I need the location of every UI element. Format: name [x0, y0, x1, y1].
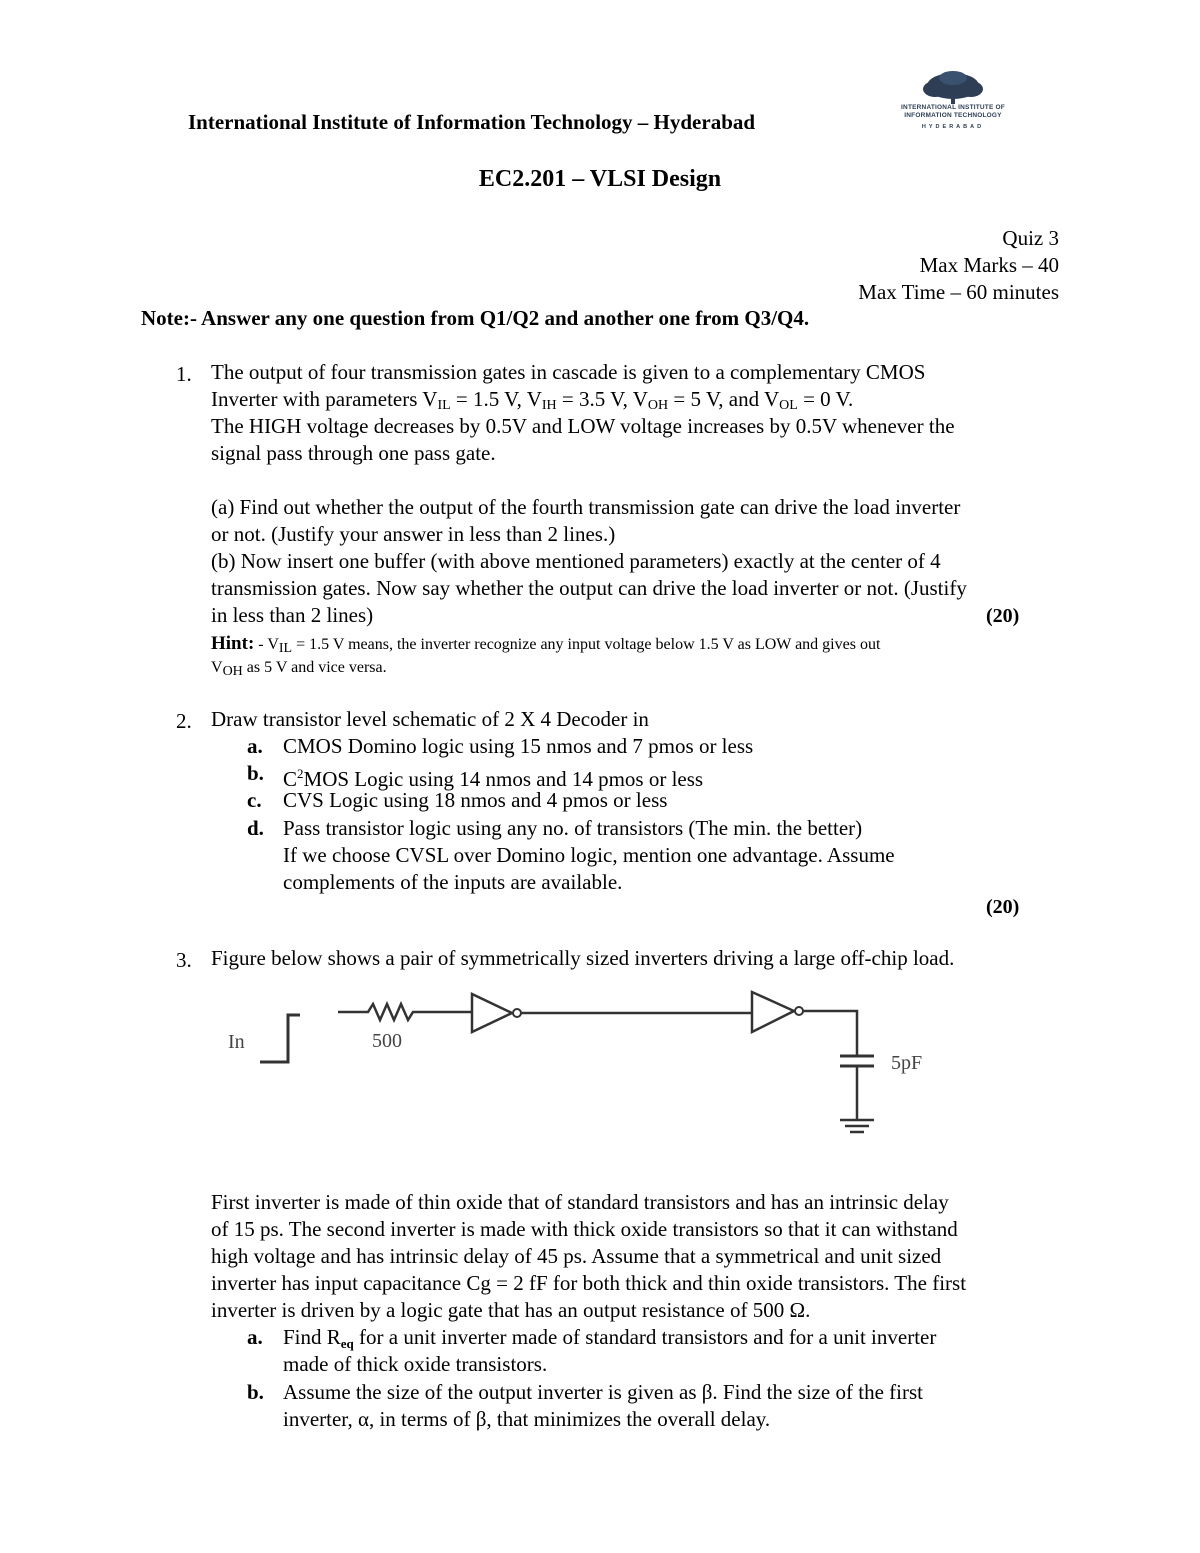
- logo-text-line3: HYDERABAD: [921, 124, 985, 130]
- inverter-chain-circuit: [220, 980, 940, 1150]
- question-1-number: 1.: [176, 362, 192, 386]
- inverter-2-bubble: [795, 1007, 803, 1015]
- max-marks: Max Marks – 40: [919, 253, 1059, 277]
- q3-paragraph-line: inverter is driven by a logic gate that has an output resistance of 500 Ω.: [211, 1298, 811, 1322]
- q3b-text: Assume the size of the output inverter is given as β. Find the size of the first: [283, 1380, 923, 1404]
- institute-name: International Institute of Information Technology – Hyderabad: [188, 110, 756, 134]
- q1-hint: Hint: - VIL = 1.5 V means, the inverter recognize any input voltage below 1.5 V as LOW and gives out: [211, 633, 881, 656]
- output-wire: [803, 1011, 857, 1056]
- q3-paragraph-line: high voltage and has intrinsic delay of 45 ps. Assume that a symmetrical and unit sized: [211, 1244, 942, 1268]
- q3-intro: Figure below shows a pair of symmetrically sized inverters driving a large off-chip load.: [211, 946, 955, 970]
- inverter-2-symbol: [752, 992, 794, 1032]
- q1-parameters: Inverter with parameters $V_{IL} = 1.5$ V, $V_{IH} = 3.5$ V, $V_{OH} = 5$ V, and $V_{OL} = 0$ V.: [211, 387, 854, 413]
- q1b-line: transmission gates. Now say whether the output can drive the load inverter or not. (Justify: [211, 576, 967, 600]
- q3-paragraph-line: of 15 ps. The second inverter is made with thick oxide transistors so that it can withstand: [211, 1217, 958, 1241]
- question-3-number: 3.: [176, 948, 192, 972]
- inverter-1-bubble: [513, 1009, 521, 1017]
- q2a-text: CMOS Domino logic using 15 nmos and 7 pmos or less: [283, 734, 754, 758]
- q2d-label: d.: [247, 816, 264, 840]
- q3b-label: b.: [247, 1380, 264, 1404]
- q3a-line: made of thick oxide transistors.: [283, 1352, 548, 1376]
- q1a-line: (a) Find out whether the output of the fourth transmission gate can drive the load inverter: [211, 495, 961, 519]
- q1-marks: (20): [986, 605, 1020, 627]
- capacitor-label: 5pF: [891, 1052, 923, 1074]
- input-step-waveform: [260, 1015, 300, 1062]
- resistor-symbol: [338, 1004, 472, 1020]
- logo-text-line2: INFORMATION TECHNOLOGY: [904, 112, 1002, 119]
- q3a-label: a.: [247, 1325, 263, 1349]
- q1b-line: (b) Now insert one buffer (with above mentioned parameters) exactly at the center of 4: [211, 549, 941, 573]
- q1b-line: in less than 2 lines): [211, 603, 374, 627]
- q2b-text: $C^2MOS$ Logic using 14 nmos and 14 pmos or less: [283, 766, 704, 791]
- logo-text-line1: INTERNATIONAL INSTITUTE OF: [901, 104, 1005, 111]
- max-time: Max Time – 60 minutes: [858, 280, 1059, 304]
- q2-intro: Draw transistor level schematic of 2 X 4 Decoder in: [211, 707, 649, 731]
- q2d-text: Pass transistor logic using any no. of transistors (The min. the better): [283, 816, 863, 840]
- q3b-line: inverter, α, in terms of β, that minimizes the overall delay.: [283, 1407, 771, 1431]
- q1-line: signal pass through one pass gate.: [211, 441, 496, 465]
- inverter-1-symbol: [472, 994, 512, 1032]
- instruction-note: Note:- Answer any one question from Q1/Q2 and another one from Q3/Q4.: [141, 306, 810, 330]
- ground-icon: [840, 1120, 874, 1132]
- q3a-text: Find Req for a unit inverter made of standard transistors and for a unit inverter: [283, 1325, 937, 1351]
- input-label: In: [228, 1031, 245, 1053]
- q2d-line: complements of the inputs are available.: [283, 870, 623, 894]
- q1-line: The HIGH voltage decreases by 0.5V and LOW voltage increases by 0.5V whenever the: [211, 414, 955, 438]
- q1a-line: or not. (Justify your answer in less than 2 lines.): [211, 522, 616, 546]
- q2d-line: If we choose CVSL over Domino logic, mention one advantage. Assume: [283, 843, 895, 867]
- question-2-number: 2.: [176, 709, 192, 733]
- quiz-number: Quiz 3: [1002, 226, 1059, 250]
- capacitor-symbol: [840, 1056, 874, 1066]
- q2-marks: (20): [986, 896, 1020, 918]
- tree-icon: [893, 70, 1013, 104]
- q1-hint-line2: VOH as 5 V and vice versa.: [211, 659, 387, 679]
- q2b-label: b.: [247, 761, 264, 785]
- resistor-label: 500: [372, 1030, 402, 1052]
- q3-paragraph-line: First inverter is made of thin oxide that of standard transistors and has an intrinsic delay: [211, 1190, 949, 1214]
- q2c-label: c.: [247, 788, 262, 812]
- iiit-logo: [893, 70, 1013, 135]
- q2a-label: a.: [247, 734, 263, 758]
- q3-paragraph-line: inverter has input capacitance Cg = 2 fF for both thick and thin oxide transistors. The first: [211, 1271, 967, 1295]
- course-title: EC2.201 – VLSI Design: [478, 166, 722, 192]
- q1-line: The output of four transmission gates in cascade is given to a complementary CMOS: [211, 360, 926, 384]
- q2c-text: CVS Logic using 18 nmos and 4 pmos or less: [283, 788, 668, 812]
